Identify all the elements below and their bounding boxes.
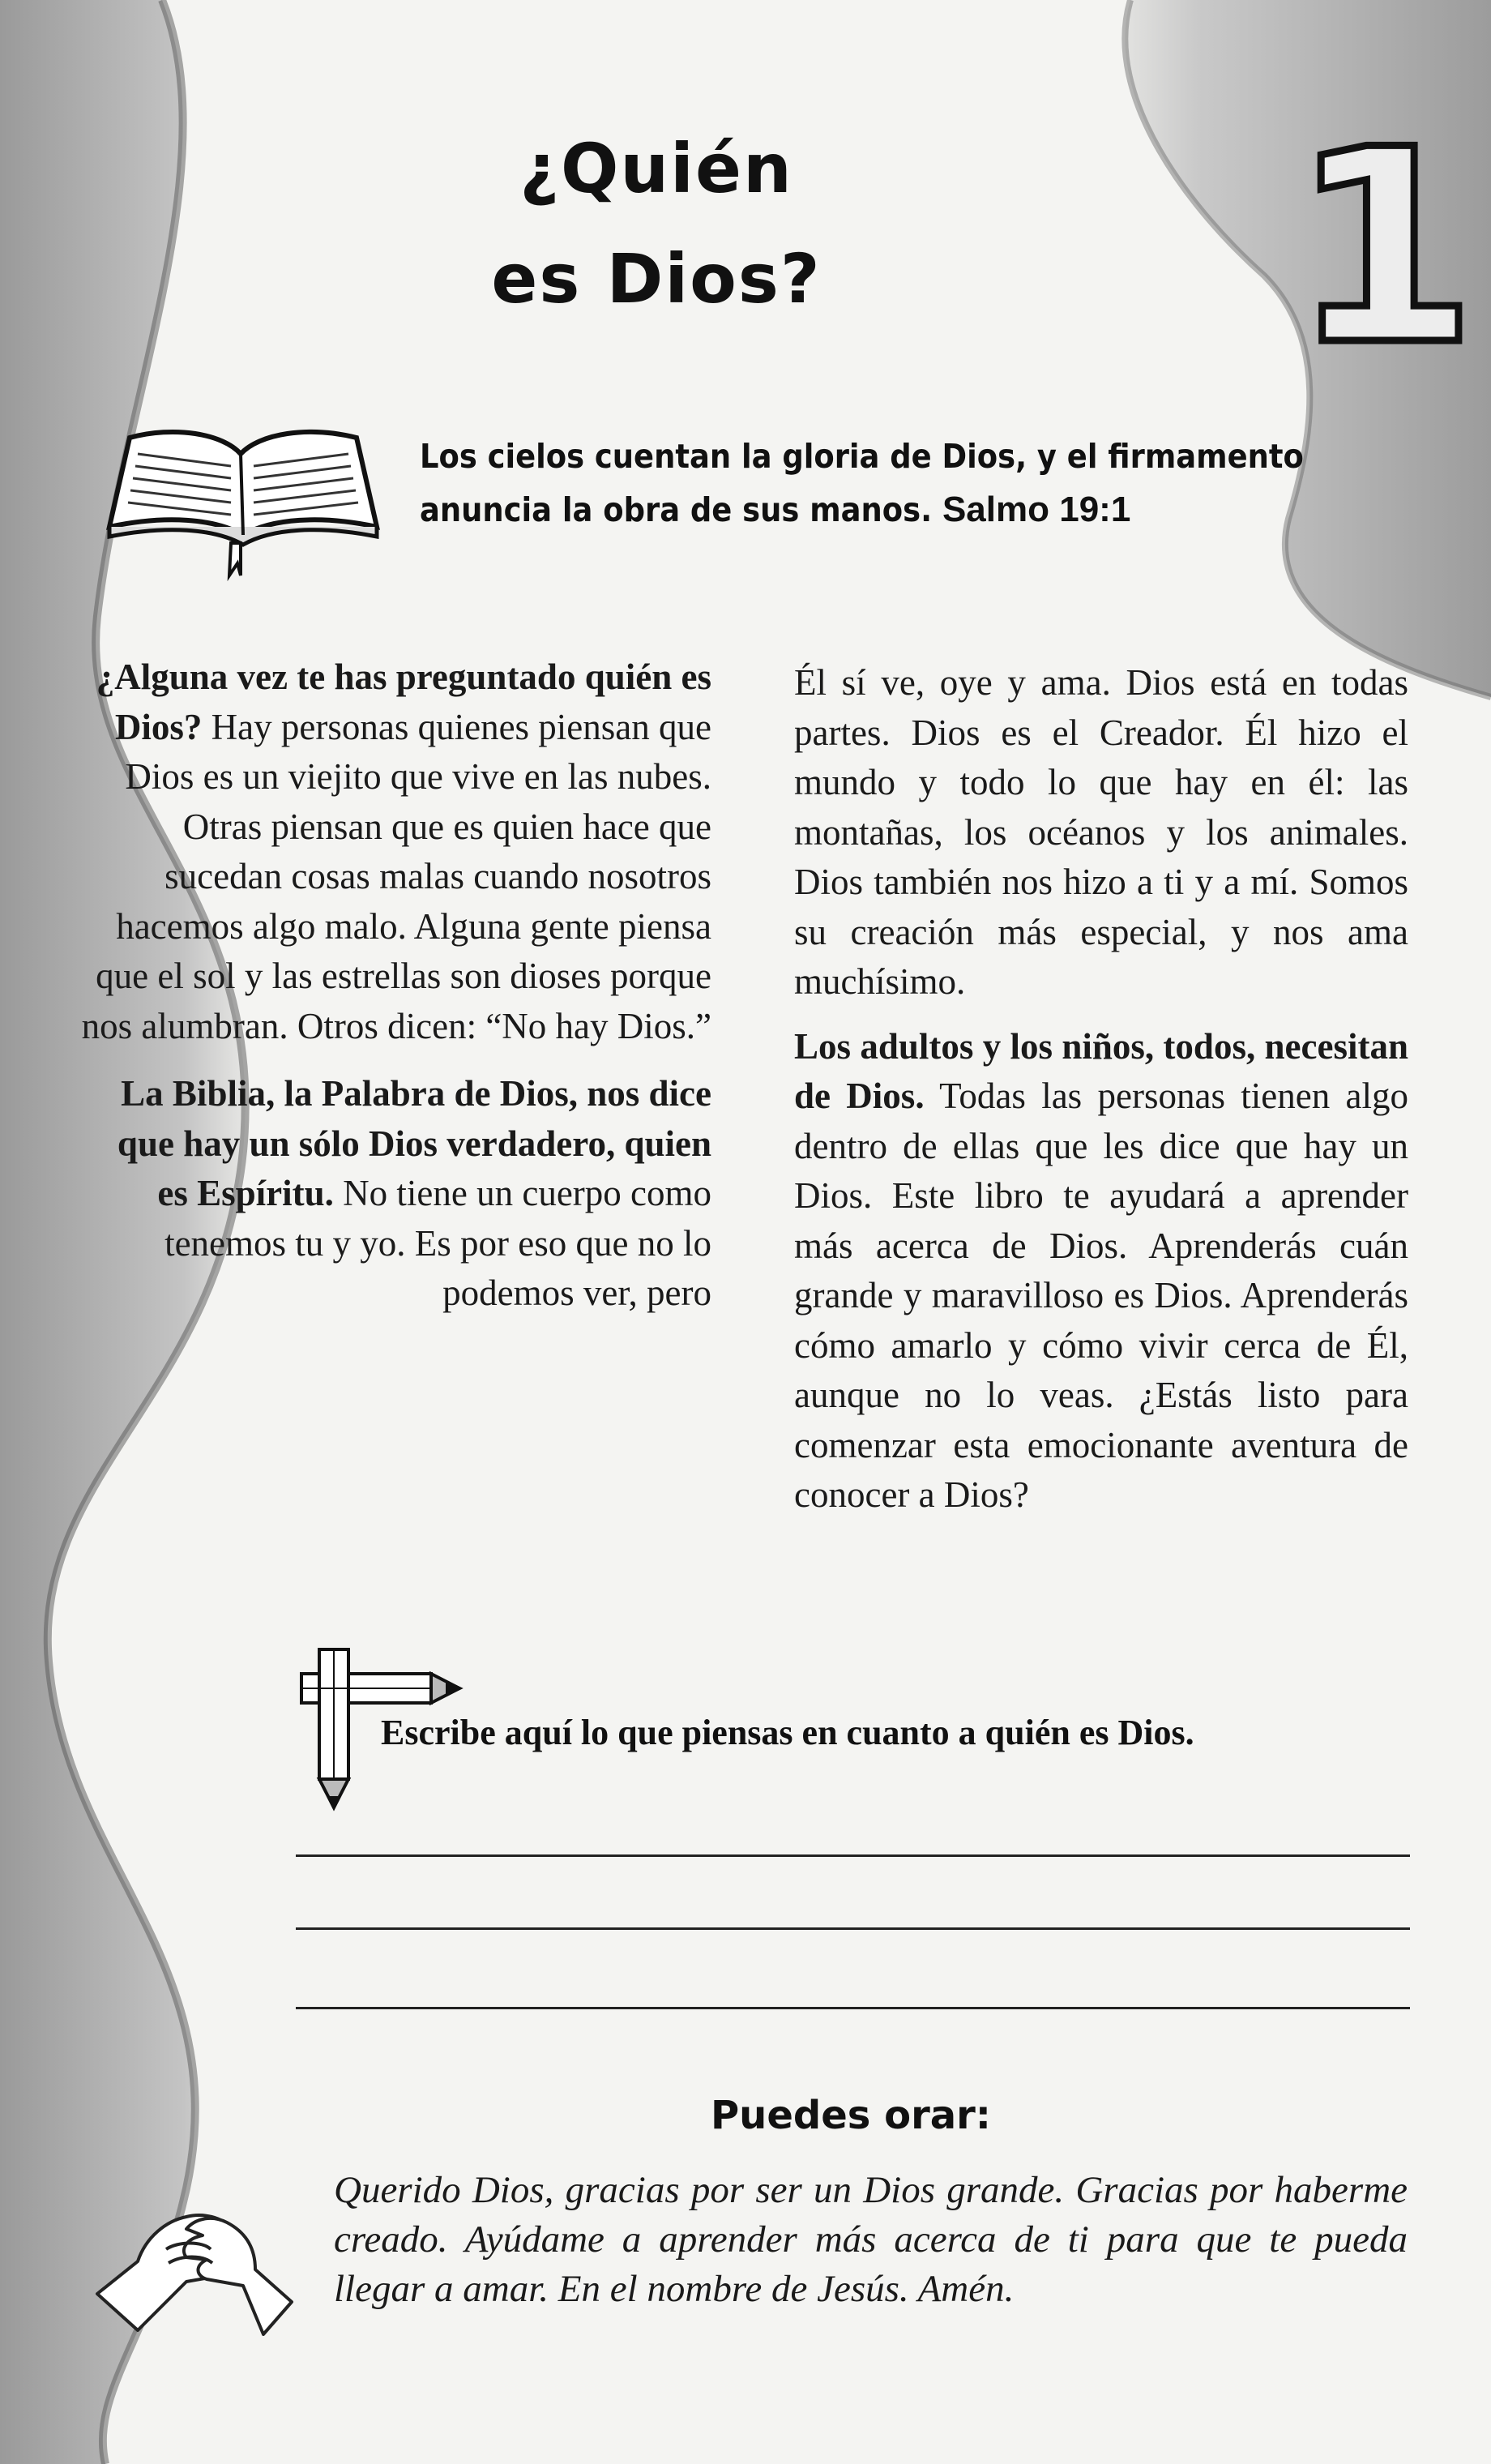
left-p2-body: No tiene un cuerpo como tenemos tu y yo. Es por eso que no lo podemos ver, pero: [164, 1173, 711, 1313]
left-column: [81, 652, 711, 1319]
answer-line-2[interactable]: [296, 1927, 1410, 1930]
open-bible-icon: [101, 421, 385, 575]
answer-line-3[interactable]: [296, 2007, 1410, 2009]
title-line-2: es Dios?: [491, 239, 822, 319]
chapter-number-badge: [1284, 92, 1477, 404]
answer-line-1[interactable]: [296, 1854, 1410, 1857]
chapter-title: [454, 113, 859, 334]
right-paragraph-1: Él sí ve, oye y ama. Dios está en todas partes. Dios es el Creador. Él hizo el mundo y todo lo que hay en él: las montañas, los océanos y los animales. Dios también nos hizo a ti y a mí. Somos su creación más especial, y nos ama muchísimo.: [794, 662, 1408, 1002]
prayer-text: Querido Dios, gracias por ser un Dios grande. Gracias por haberme creado. Ayúdame a aprender más acerca de ti para que te pueda llegar a amar. En el nombre de Jesús. Amén.: [334, 2169, 1408, 2310]
scripture-verse: [420, 430, 1327, 537]
chapter-number: 1: [1291, 92, 1477, 404]
verse-reference: Salmo 19:1: [942, 490, 1131, 529]
writing-prompt: Escribe aquí lo que piensas en cuanto a quién es Dios.: [381, 1713, 1194, 1752]
left-p2-lead: La Biblia, la Palabra de Dios, nos dice que hay un sólo Dios verdadero, quien es Espíritu.: [117, 1073, 711, 1213]
right-p2-lead: Los adultos y los niños, todos, necesitan de Dios.: [794, 1025, 1408, 1116]
left-p1-lead: ¿Alguna vez te has preguntado quién es Dios?: [96, 657, 711, 747]
left-paragraph-1: [81, 652, 711, 1051]
prayer-title: Puedes orar:: [710, 2093, 991, 2138]
right-paragraph-2: [794, 1022, 1408, 1521]
right-column: [794, 658, 1408, 1521]
left-p1-body: Hay personas quienes piensan que Dios es un viejito que vive en las nubes. Otras piensan que es quien hace que sucedan cosas malas cuando nosotros hacemos algo malo. Alguna gente piensa que el sol y las estrellas son dioses porque nos alumbran. Otros dicen: “No hay Dios.”: [81, 706, 711, 1046]
left-paragraph-2: [81, 1069, 711, 1319]
praying-hands-icon: [89, 2172, 300, 2342]
verse-text: Los cielos cuentan la gloria de Dios, y el firmamento anuncia la obra de sus manos.: [420, 437, 1304, 529]
right-p2-body: Todas las personas tienen algo dentro de ellas que les dice que hay un Dios. Este libro te ayudará a aprender más acerca de Dios. Aprenderás cuán grande y maravilloso es Dios. Aprenderás cómo amarlo y cómo vivir cerca de Él, aunque no lo veas. ¿Estás listo para comenzar esta emocionante aventura de conocer a Dios?: [794, 1076, 1409, 1515]
title-line-1: ¿Quién: [519, 129, 793, 208]
